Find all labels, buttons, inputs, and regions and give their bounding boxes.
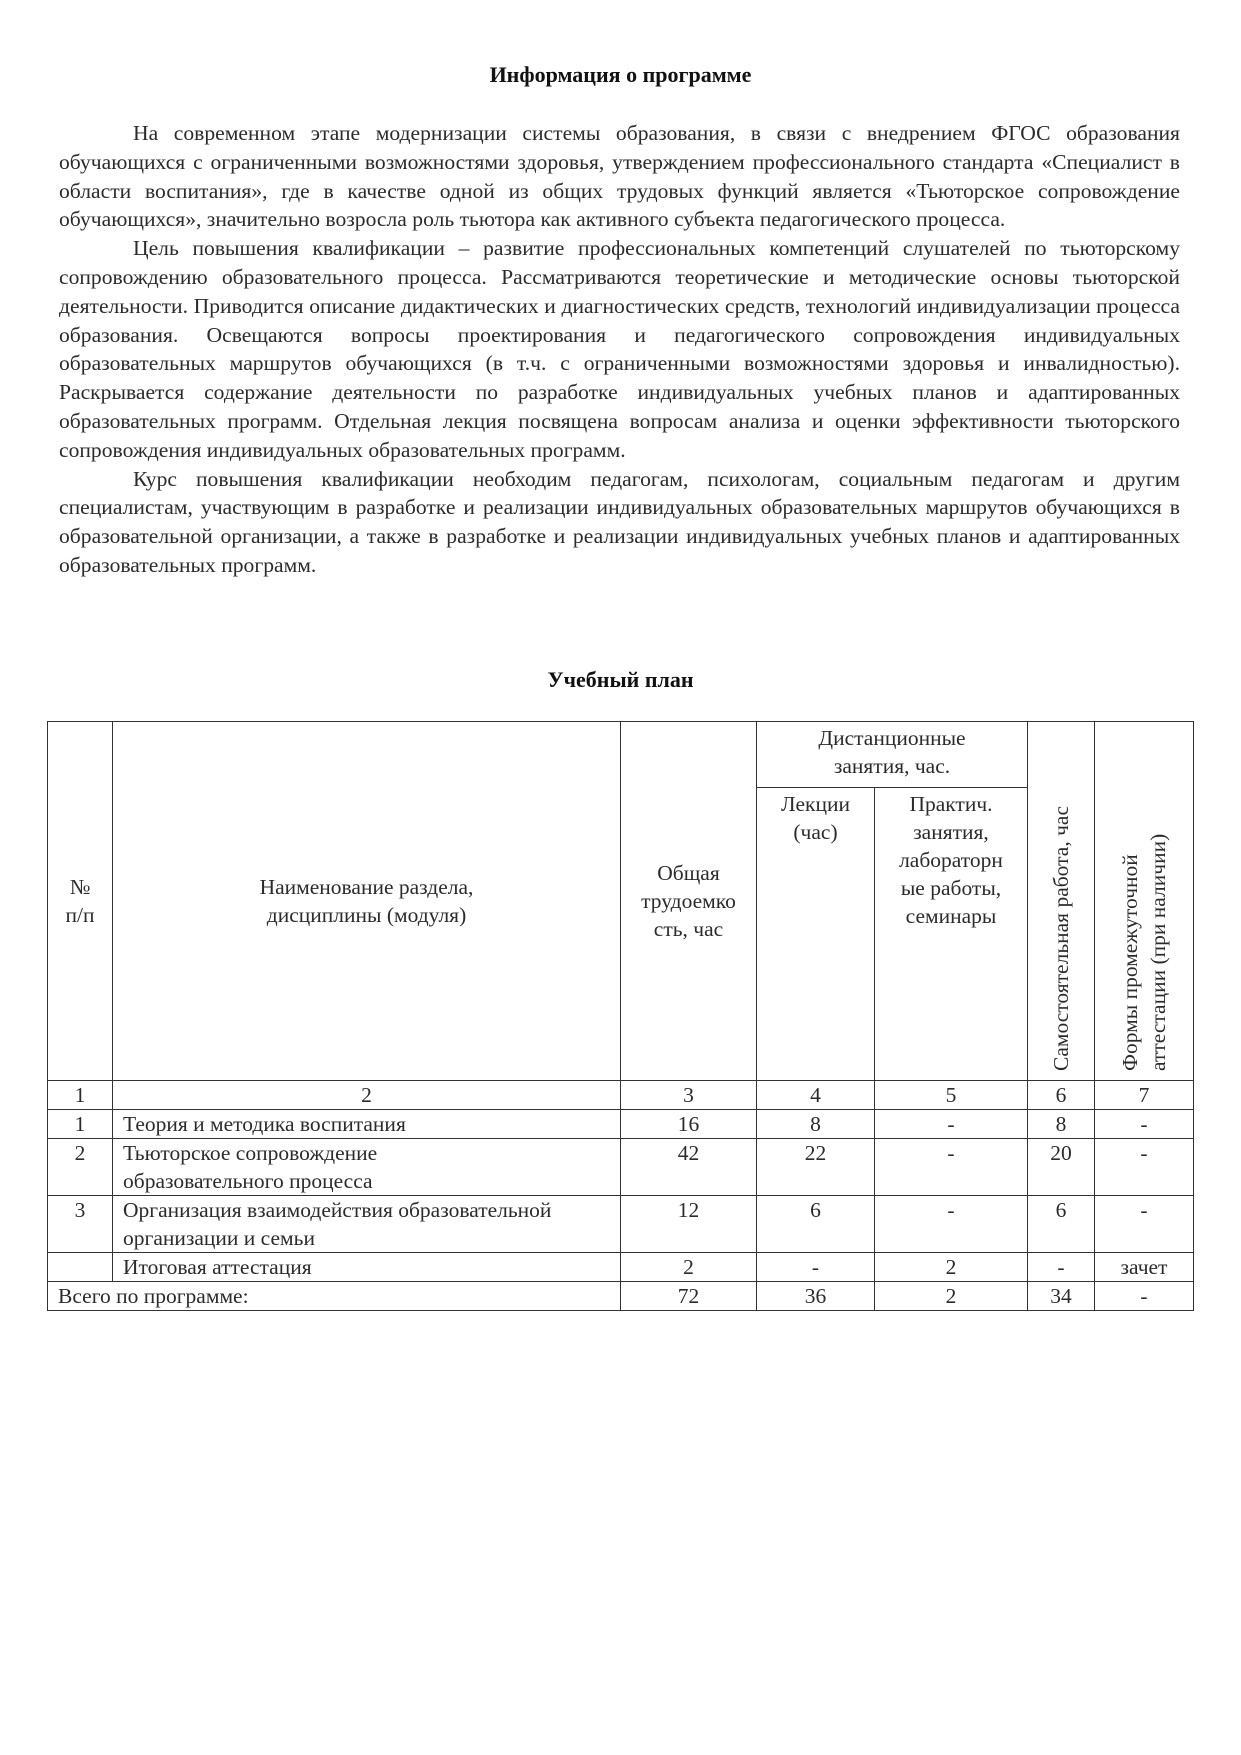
info-body — [59, 119, 1180, 580]
plan-heading: Учебный план — [547, 667, 694, 692]
table-row — [48, 1253, 1194, 1282]
row-practice: - — [875, 1139, 1028, 1196]
row-forms: - — [1095, 1196, 1194, 1253]
study-plan-table — [47, 721, 1194, 1311]
row-lectures: 8 — [757, 1110, 875, 1139]
row-name: Теория и методика воспитания — [113, 1110, 621, 1139]
row-name: Тьюторское сопровождение образовательного процесса — [113, 1139, 621, 1196]
row-num — [48, 1253, 113, 1282]
header-practice: Практич. занятия, лабораторн ые работы, семинары — [875, 788, 1028, 1081]
totals-lectures: 36 — [757, 1282, 875, 1311]
row-total: 2 — [621, 1253, 757, 1282]
header-distance: Дистанционные занятия, час. — [757, 722, 1028, 788]
info-paragraph-2: Цель повышения квалификации – развитие профессиональных компетенций слушателей по тьюторскому сопровождению образовательного процесса. Рассматриваются теоретические и методические основы тьюторской деятельности. Приводится описание дидактических и диагностических средств, технологий индивидуализации процесса образования. Освещаются вопросы проектирования и педагогического сопровождения индивидуальных образовательных маршрутов обучающихся (в т.ч. с ограниченными возможностями здоровья и инвалидностью). Раскрывается содержание деятельности по разработке индивидуальных учебных планов и адаптированных образовательных программ. Отдельная лекция посвящена вопросам анализа и оценки эффективности тьюторского сопровождения индивидуальных образовательных программ. — [59, 236, 1180, 462]
info-heading: Информация о программе — [489, 62, 752, 87]
colnum-2: 2 — [113, 1081, 621, 1110]
table-row — [48, 1196, 1194, 1253]
row-total: 42 — [621, 1139, 757, 1196]
colnum-1: 1 — [48, 1081, 113, 1110]
header-num: № п/п — [48, 722, 113, 1081]
totals-practice: 2 — [875, 1282, 1028, 1311]
row-lectures: 22 — [757, 1139, 875, 1196]
row-num: 1 — [48, 1110, 113, 1139]
row-name: Итоговая аттестация — [113, 1253, 621, 1282]
header-forms-text: Формы промежуточной аттестации (при наличии) — [1118, 833, 1170, 1071]
totals-forms: - — [1095, 1282, 1194, 1311]
row-num: 2 — [48, 1139, 113, 1196]
table-row — [48, 1139, 1194, 1196]
row-forms: зачет — [1095, 1253, 1194, 1282]
row-lectures: 6 — [757, 1196, 875, 1253]
colnum-6: 6 — [1028, 1081, 1095, 1110]
totals-label: Всего по программе: — [48, 1282, 621, 1311]
row-practice: 2 — [875, 1253, 1028, 1282]
row-forms: - — [1095, 1110, 1194, 1139]
info-paragraph-1: На современном этапе модернизации системы образования, в связи с внедрением ФГОС образования обучающихся с ограниченными возможностями здоровья, утверждением профессионального стандарта «Специалист в области воспитания», где в качестве одной из общих трудовых функций является «Тьюторское сопровождение обучающихся», значительно возросла роль тьютора как активного субъекта педагогического процесса. — [59, 121, 1180, 232]
row-practice: - — [875, 1110, 1028, 1139]
totals-row — [48, 1282, 1194, 1311]
header-name: Наименование раздела, дисциплины (модуля) — [113, 722, 621, 1081]
column-numbers-row — [48, 1081, 1194, 1110]
header-lectures: Лекции (час) — [757, 788, 875, 1081]
row-practice: - — [875, 1196, 1028, 1253]
header-forms — [1095, 722, 1194, 1081]
header-self — [1028, 722, 1095, 1081]
totals-self: 34 — [1028, 1282, 1095, 1311]
row-num: 3 — [48, 1196, 113, 1253]
row-self: 6 — [1028, 1196, 1095, 1253]
row-name: Организация взаимодействия образовательной организации и семьи — [113, 1196, 621, 1253]
header-self-text: Самостоятельная работа, час — [1049, 806, 1073, 1071]
info-paragraph-3: Курс повышения квалификации необходим педагогам, психологам, социальным педагогам и другим специалистам, участвующим в разработке и реализации индивидуальных образовательных маршрутов обучающихся в образовательной организации, а также в разработке и реализации индивидуальных учебных планов и адаптированных образовательных программ. — [59, 466, 1180, 577]
colnum-4: 4 — [757, 1081, 875, 1110]
header-total: Общая трудоемко сть, час — [621, 722, 757, 1081]
table-row — [48, 1110, 1194, 1139]
colnum-7: 7 — [1095, 1081, 1194, 1110]
row-self: 20 — [1028, 1139, 1095, 1196]
row-lectures: - — [757, 1253, 875, 1282]
totals-total: 72 — [621, 1282, 757, 1311]
row-forms: - — [1095, 1139, 1194, 1196]
row-total: 16 — [621, 1110, 757, 1139]
colnum-3: 3 — [621, 1081, 757, 1110]
colnum-5: 5 — [875, 1081, 1028, 1110]
header-row-1 — [48, 722, 1194, 788]
row-self: - — [1028, 1253, 1095, 1282]
row-self: 8 — [1028, 1110, 1095, 1139]
row-total: 12 — [621, 1196, 757, 1253]
